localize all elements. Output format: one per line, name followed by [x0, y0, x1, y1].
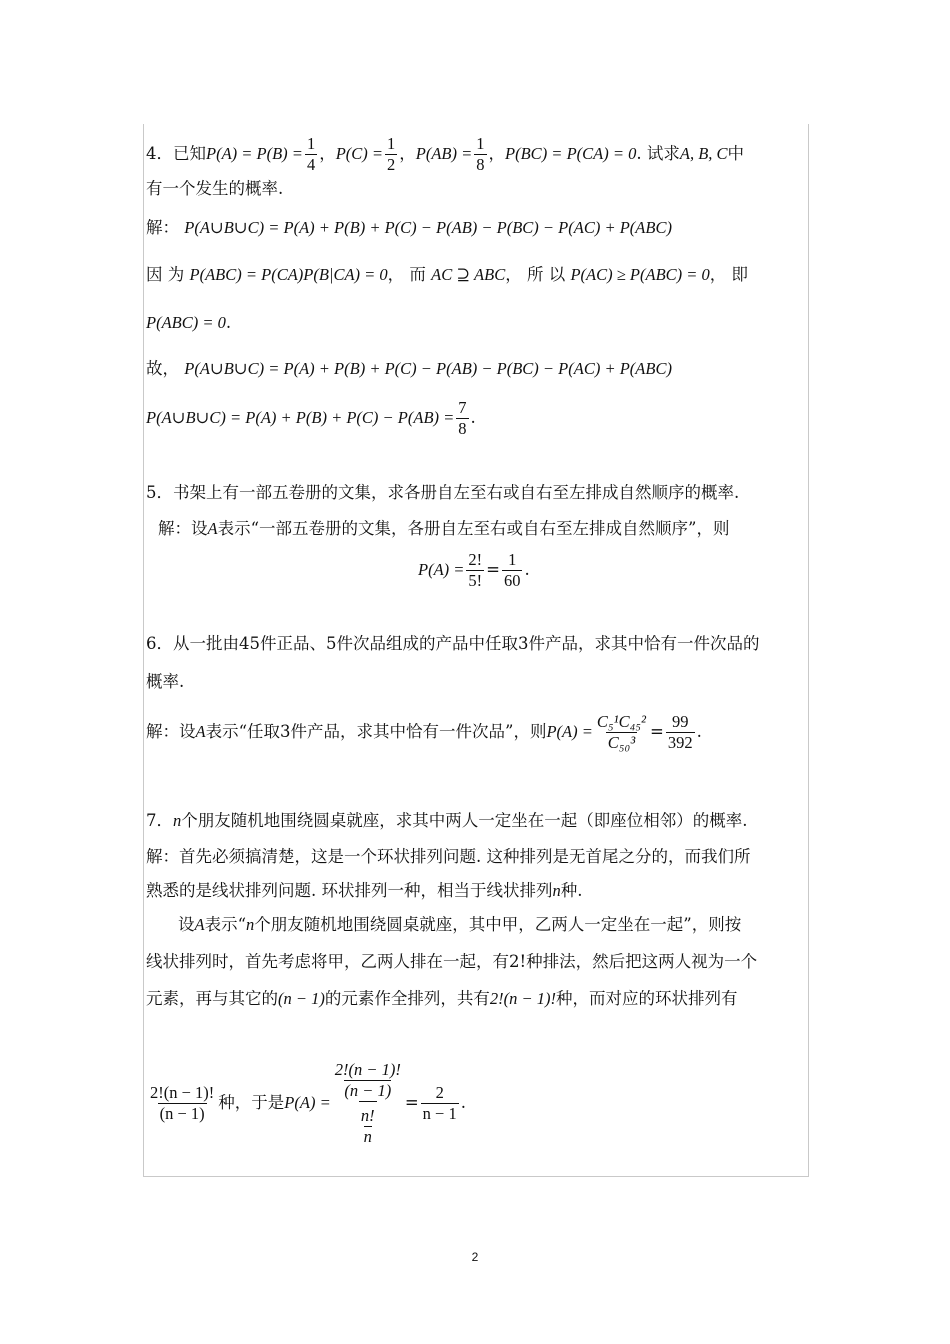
- period: .: [460, 1093, 466, 1112]
- frac-denominator: 4: [306, 155, 316, 174]
- p4-line6: [146, 358, 672, 380]
- frac-denominator: 60: [503, 571, 521, 590]
- p4-frac-eighth: [474, 134, 486, 175]
- p4-text: ， 而: [387, 265, 426, 284]
- p4-subset: AC ⊇ ABC: [431, 265, 506, 284]
- p7-compound-frac: [333, 1060, 403, 1147]
- p4-union-formula: P(A∪B∪C) = P(A) + P(B) + P(C) − P(AB) − P(BC) − P(AC) + P(ABC): [184, 218, 672, 237]
- frac-denominator: n: [363, 1127, 372, 1146]
- p4-prob-bc-ca: P(BC) = P(CA) = 0: [505, 144, 637, 163]
- p7-text: 设: [178, 915, 195, 934]
- var-n: n: [173, 811, 182, 830]
- period: .: [524, 560, 530, 579]
- p4-inequality: P(AC) ≥ P(ABC) = 0: [570, 265, 710, 284]
- p4-line7: [146, 398, 476, 439]
- frac-denominator: 5!: [468, 571, 483, 590]
- equals: =: [404, 1093, 419, 1112]
- p6-line2: 概率.: [146, 672, 185, 691]
- p7-result-frac: [421, 1083, 459, 1124]
- event-a: A: [207, 519, 218, 538]
- p4-frac-quarter: [305, 134, 317, 175]
- p4-union-formula-repeat: P(A∪B∪C) = P(A) + P(B) + P(C) − P(AB) − P(BC) − P(AC) + P(ABC): [184, 359, 672, 378]
- p5-text: 解：设: [158, 519, 208, 538]
- p7-prob-a: P(A) =: [284, 1093, 331, 1112]
- p7-text: 个朋友随机地围绕圆桌就座，求其中两人一定坐在一起（即座位相邻）的概率.: [181, 811, 748, 830]
- p4-text: 因 为: [146, 265, 185, 284]
- frac-numerator: 1: [476, 134, 485, 153]
- p4-result-expr: P(A∪B∪C) = P(A) + P(B) + P(C) − P(AB) =: [146, 408, 455, 427]
- therefore-label: 故，: [146, 359, 179, 378]
- frac-numerator: 2!: [468, 550, 483, 569]
- p6-frac-combination: [595, 712, 648, 753]
- p4-text: . 试求: [636, 144, 680, 163]
- frac-numerator: 1: [306, 134, 316, 153]
- p4-result-frac: [456, 398, 468, 439]
- frac-denominator: 8: [476, 155, 485, 174]
- p6-prob-a: P(A) =: [546, 722, 593, 741]
- p4-frac-half: [385, 134, 397, 175]
- p7-line5: 线状排列时，首先考虑将甲，乙两人排在一起，有2!种排法，然后把这两人视为一个: [146, 952, 758, 971]
- p6-text: 表示“任取3件产品，求其中恰有一件次品”，则: [205, 722, 547, 741]
- p5-line3: [418, 550, 530, 591]
- frac-denominator: 392: [667, 733, 693, 752]
- compound-numerator: [333, 1060, 403, 1101]
- p7-line2: 解：首先必须搞清楚，这是一个环状排列问题. 这种排列是无首尾之分的，而我们所: [146, 847, 751, 866]
- p7-text: 种.: [560, 881, 583, 900]
- p5-line1: 5．书架上有一部五卷册的文集，求各册自左至右或自右至左排成自然顺序的概率.: [146, 483, 740, 502]
- p6-text: 解：设: [146, 722, 196, 741]
- p7-text: 的元素作全排列，共有: [324, 989, 490, 1008]
- p4-text: ， 即: [709, 265, 749, 284]
- solution-label: 解：: [146, 218, 179, 237]
- p4-prob-ab-joint: P(AB) =: [415, 144, 473, 163]
- p7-number: 7．: [146, 811, 173, 830]
- frac-denominator: n − 1: [422, 1104, 457, 1123]
- frac-numerator: 1: [508, 550, 517, 569]
- p5-line2: [158, 518, 729, 540]
- p4-line4: [146, 264, 748, 286]
- frac-numerator: n!: [360, 1106, 375, 1125]
- p7-text: 熟悉的是线状排列问题. 环状排列一种，相当于线状排列: [146, 881, 553, 900]
- p5-prob-a: P(A) =: [418, 560, 465, 579]
- period: .: [470, 408, 476, 427]
- frac-numerator: 1: [387, 134, 396, 153]
- p7-line1: [146, 810, 748, 832]
- p4-prob-c: P(C) =: [335, 144, 384, 163]
- separator: ，: [399, 144, 416, 163]
- p4-abc-result: P(ABC) = 0: [146, 313, 226, 332]
- frac-numerator: 2: [435, 1083, 444, 1102]
- p4-abc-zero: P(ABC) = P(CA)P(B|CA) = 0: [189, 265, 388, 284]
- p4-line2: 有一个发生的概率.: [146, 179, 284, 198]
- p6-line3: [146, 712, 702, 753]
- p5-frac1: [466, 550, 484, 591]
- separator: ，: [319, 144, 336, 163]
- frac-denominator: 8: [458, 419, 467, 438]
- frac-numerator: 2!(n − 1)!: [150, 1083, 215, 1102]
- p7-line7: [146, 1060, 466, 1147]
- equals: =: [486, 560, 500, 579]
- separator: ，: [488, 144, 506, 163]
- p7-line3: [146, 880, 583, 902]
- frac-numerator: 7: [458, 398, 467, 417]
- frac-denominator: (n − 1): [159, 1104, 205, 1123]
- period: .: [225, 313, 232, 332]
- p6-line1: 6．从一批由45件正品、5件次品组成的产品中任取3件产品，求其中恰有一件次品的: [146, 634, 760, 653]
- event-a: A: [195, 722, 206, 741]
- n-minus-1: (n − 1): [278, 989, 325, 1008]
- p7-text: 元素，再与其它的: [146, 989, 278, 1008]
- frac-numerator: 99: [671, 712, 689, 731]
- p4-intro-text: 4．已知: [146, 144, 206, 163]
- p7-line6: [146, 988, 738, 1010]
- p7-text: 表示“: [204, 915, 247, 934]
- p4-line5: [146, 312, 231, 334]
- frac-denominator: 2: [387, 155, 396, 174]
- event-a: A: [194, 915, 205, 934]
- var-n: n: [246, 915, 255, 934]
- p7-text: 个朋友随机地围绕圆桌就座，其中甲，乙两人一定坐在一起”，则按: [254, 915, 742, 934]
- equals: =: [650, 722, 664, 741]
- p7-line4: [178, 914, 741, 936]
- p4-line3: [146, 217, 672, 239]
- p7-text: 种，而对应的环状排列有: [556, 989, 738, 1008]
- frac-numerator: 2!(n − 1)!: [334, 1060, 401, 1079]
- p5-text: 表示“一部五卷册的文集，各册自左至右或自右至左排成自然顺序”，则: [217, 519, 730, 538]
- p4-text: ， 所 以: [505, 265, 566, 284]
- p7-frac-arrangements: [148, 1083, 216, 1124]
- p4-line1: [146, 134, 744, 175]
- var-n: n: [552, 881, 561, 900]
- compound-denominator: [359, 1101, 377, 1147]
- p4-prob-ab: P(A) = P(B) =: [206, 144, 303, 163]
- p5-frac2: [502, 550, 523, 591]
- permutation-count: 2!(n − 1)!: [489, 989, 556, 1008]
- frac-denominator: (n − 1): [344, 1081, 392, 1100]
- frac-denominator: C₅₀³: [607, 733, 636, 752]
- p7-text: 种，于是: [218, 1093, 285, 1112]
- period: .: [696, 722, 702, 741]
- p4-events: A, B, C: [679, 144, 728, 163]
- p6-frac-result: [666, 712, 695, 753]
- frac-numerator: C₅¹C₄₅²: [596, 712, 646, 731]
- p4-text: 中: [727, 144, 745, 163]
- page-number: 2: [471, 1250, 479, 1264]
